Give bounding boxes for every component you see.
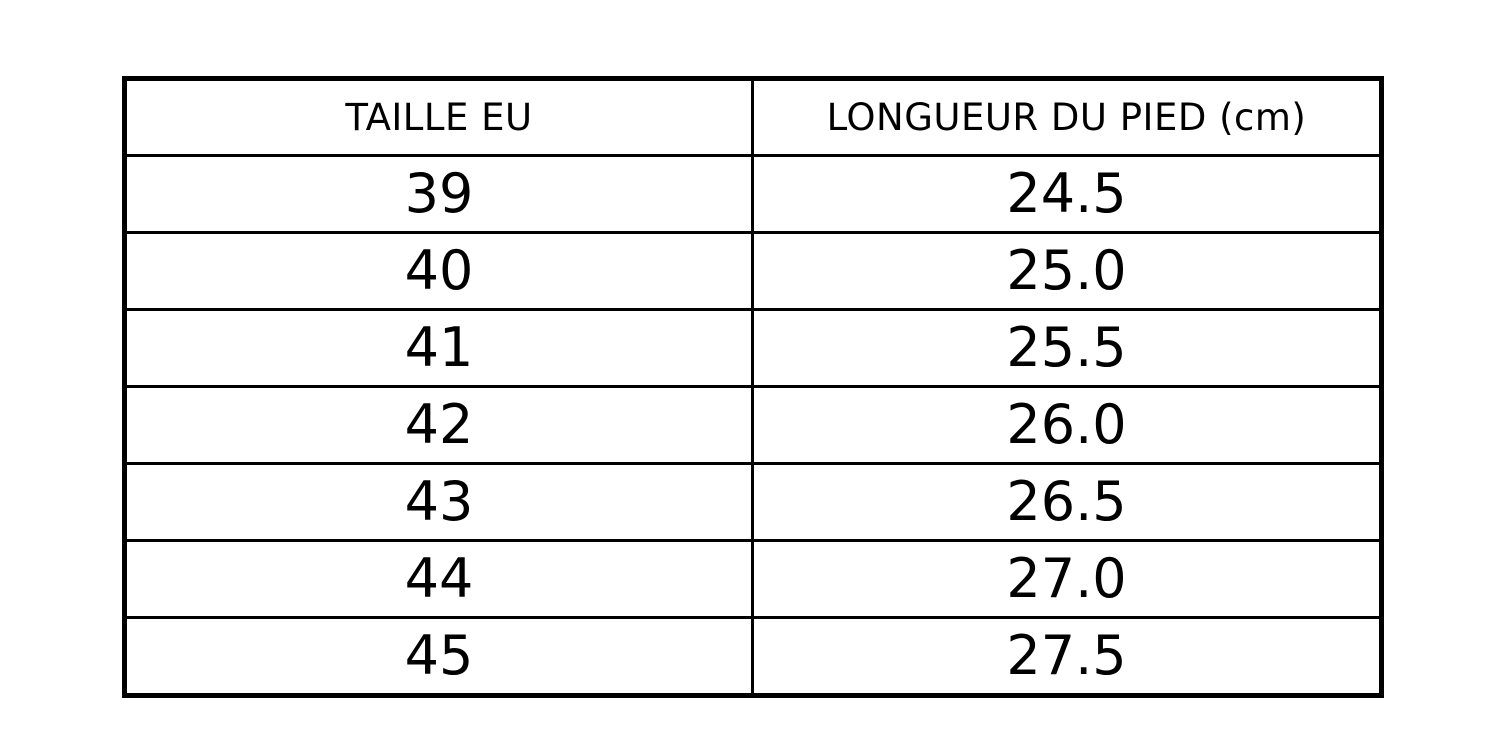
table-row	[125, 541, 1382, 618]
table-body	[125, 156, 1382, 696]
cell-foot-length: 26.0	[753, 387, 1382, 464]
table-header	[125, 79, 1382, 156]
cell-foot-length: 25.0	[753, 233, 1382, 310]
table-row	[125, 156, 1382, 233]
cell-foot-length: 27.0	[753, 541, 1382, 618]
column-header-taille-eu: TAILLE EU	[125, 79, 753, 156]
cell-size-eu: 41	[125, 310, 753, 387]
table-row	[125, 387, 1382, 464]
cell-size-eu: 39	[125, 156, 753, 233]
cell-size-eu: 40	[125, 233, 753, 310]
cell-size-eu: 43	[125, 464, 753, 541]
cell-size-eu: 44	[125, 541, 753, 618]
table-row	[125, 618, 1382, 696]
cell-foot-length: 26.5	[753, 464, 1382, 541]
cell-foot-length: 27.5	[753, 618, 1382, 696]
table-row	[125, 464, 1382, 541]
cell-foot-length: 24.5	[753, 156, 1382, 233]
cell-foot-length: 25.5	[753, 310, 1382, 387]
table-row	[125, 233, 1382, 310]
table-header-row	[125, 79, 1382, 156]
shoe-size-chart-table	[122, 76, 1384, 698]
column-header-longueur-du-pied: LONGUEUR DU PIED (cm)	[753, 79, 1382, 156]
cell-size-eu: 42	[125, 387, 753, 464]
table-row	[125, 310, 1382, 387]
cell-size-eu: 45	[125, 618, 753, 696]
